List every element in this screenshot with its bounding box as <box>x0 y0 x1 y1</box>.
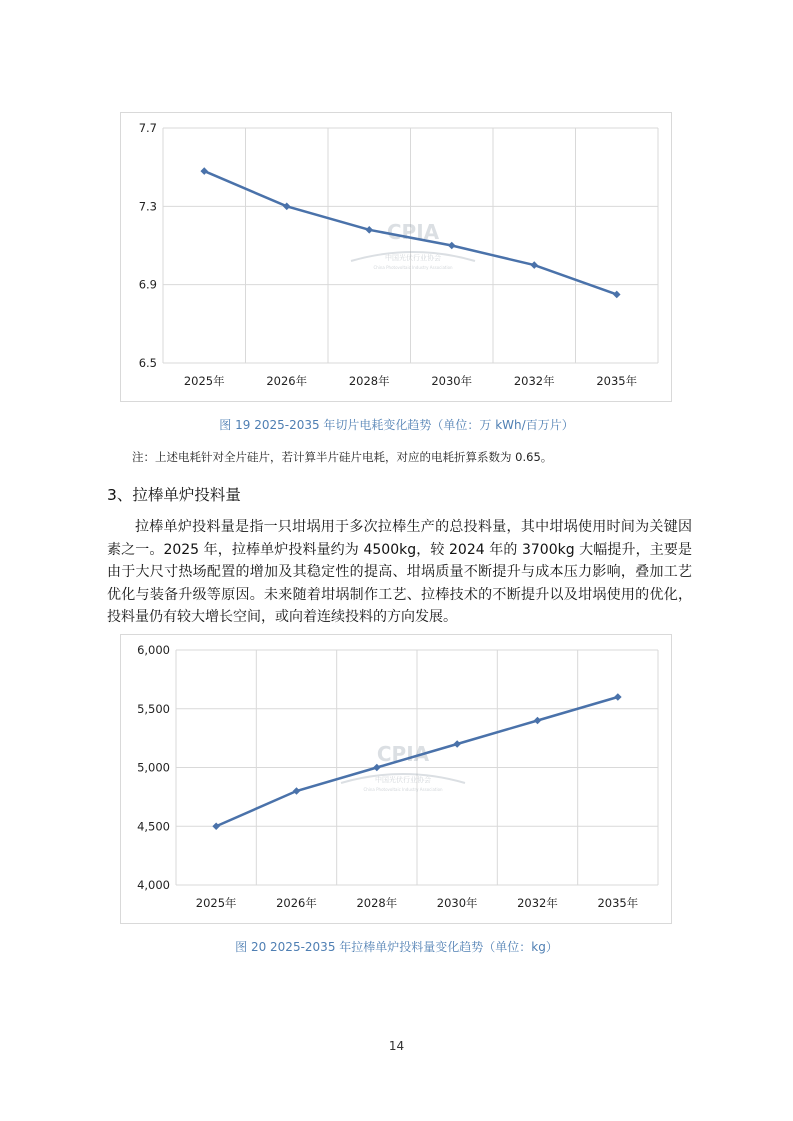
y-tick-label: 6,000 <box>137 643 170 657</box>
watermark-english: China Photovoltaic Industry Association <box>373 265 453 270</box>
x-tick-label: 2026年 <box>276 896 317 910</box>
data-point <box>614 693 622 701</box>
chart-electricity-consumption <box>120 112 672 402</box>
data-point <box>448 242 456 250</box>
data-point <box>613 291 621 299</box>
y-tick-label: 7.3 <box>138 199 157 214</box>
y-tick-label: 5,500 <box>137 701 170 716</box>
body-paragraph: 拉棒单炉投料量是指一只坩埚用于多次拉棒生产的总投料量，其中坩埚使用时间为关键因素之一。2025 年，拉棒单炉投料量约为 4500kg，较 2024 年的 3700kg 大幅提升，主要是由于大尺寸热场配置的增加及其稳定性的提高、坩埚质量不断提升与成本压力影响，叠加工艺优化与装备升级等原因。未来随着坩埚制作工艺、拉棒技术的不断提升以及坩埚使用的优化，投料量仍有较大增长空间，或向着连续投料的方向发展。 <box>107 519 692 625</box>
note-text: 注：上述电耗针对全片硅片，若计算半片硅片电耗，对应的电耗折算系数为 0.65。 <box>132 450 553 464</box>
data-point <box>530 261 538 269</box>
data-point <box>293 787 301 795</box>
chart-svg-1 <box>121 113 673 403</box>
page-number: 14 <box>388 1039 405 1053</box>
data-point <box>212 822 220 830</box>
watermark-name: 中国光伏行业协会 <box>385 254 441 262</box>
x-tick-label: 2025年 <box>195 896 237 910</box>
x-tick-label: 2032年 <box>517 896 558 910</box>
y-tick-label: 4,000 <box>137 878 170 892</box>
watermark-name: 中国光伏行业协会 <box>375 776 431 784</box>
data-point <box>283 203 291 211</box>
x-tick-label: 2030年 <box>436 896 478 910</box>
watermark-logo: CPIA <box>386 220 440 244</box>
x-tick-label: 2032年 <box>513 374 555 388</box>
y-tick-label: 6.9 <box>138 277 157 292</box>
chart-svg-2 <box>121 635 673 925</box>
chart-caption-20: 图 20 2025-2035 年拉棒单炉投料量变化趋势（单位：kg） <box>235 940 558 954</box>
y-tick-label: 5,000 <box>137 760 170 775</box>
y-tick-label: 6.5 <box>138 356 157 370</box>
watermark-english: China Photovoltaic Industry Association <box>363 787 443 792</box>
x-tick-label: 2028年 <box>348 374 390 388</box>
x-tick-label: 2026年 <box>266 374 308 388</box>
x-tick-label: 2030年 <box>431 374 473 388</box>
y-tick-label: 7.7 <box>138 121 157 135</box>
data-point <box>200 167 208 175</box>
section-title: 3、拉棒单炉投料量 <box>107 486 241 504</box>
data-point <box>534 717 542 725</box>
y-tick-label: 4,500 <box>137 819 170 834</box>
data-point <box>365 226 373 234</box>
data-point <box>453 740 461 748</box>
x-tick-label: 2035年 <box>596 374 638 388</box>
chart-caption-19: 图 19 2025-2035 年切片电耗变化趋势（单位：万 kWh/百万片） <box>219 418 574 432</box>
watermark-logo: CPIA <box>376 742 430 766</box>
x-tick-label: 2025年 <box>183 374 225 388</box>
chart-furnace-feed <box>120 634 672 924</box>
x-tick-label: 2035年 <box>597 896 639 910</box>
x-tick-label: 2028年 <box>356 896 398 910</box>
